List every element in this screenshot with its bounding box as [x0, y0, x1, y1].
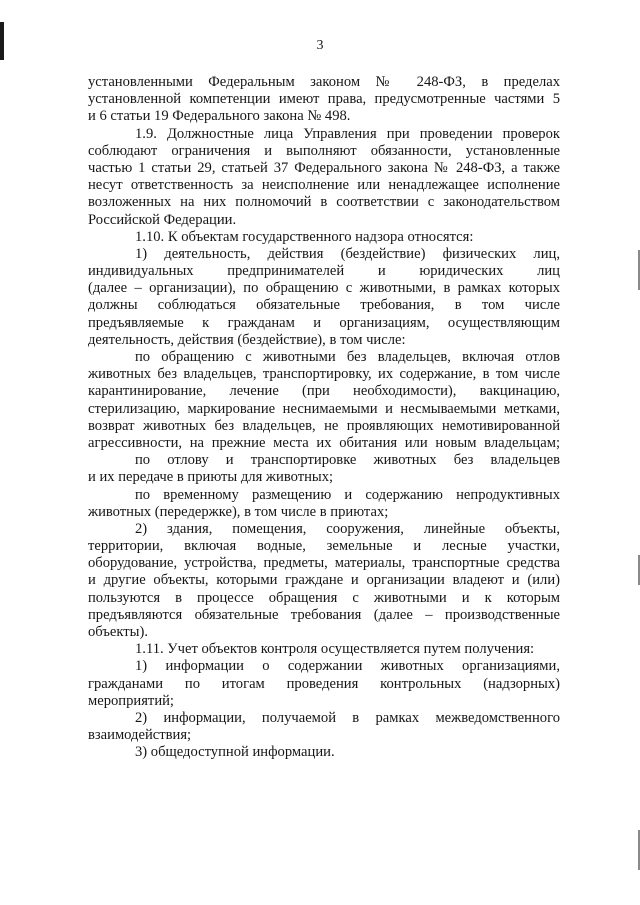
- text-line: возврат животных без владельцев, не проявляющих немотивированной: [88, 417, 560, 434]
- text-line: мероприятий;: [88, 692, 174, 709]
- text-line: 1.9. Должностные лица Управления при проведении проверок: [135, 125, 560, 142]
- text-line: предъявляются обязательные требования (далее – производственные: [88, 606, 560, 623]
- text-line: стерилизацию, маркирование неснимаемыми и несмываемыми метками,: [88, 400, 560, 417]
- text-line: Российской Федерации.: [88, 211, 237, 228]
- text-line: и их передаче в приюты для животных;: [88, 469, 334, 486]
- text-line: установленными Федеральным законом № 248-ФЗ, в пределах: [88, 74, 560, 90]
- text-line: 1.10. К объектам государственного надзора относятся:: [135, 228, 474, 245]
- text-line: 1.11. Учет объектов контроля осуществляется путем получения:: [135, 641, 535, 658]
- page-number: 3: [316, 38, 324, 53]
- text-line: (далее – организации), по обращению с животными, в рамках которых: [88, 280, 560, 297]
- text-line: гражданами по итогам проведения контрольных (надзорных): [88, 675, 560, 692]
- text-line: деятельность, действия (бездействие), в том числе:: [88, 331, 406, 348]
- text-line: объекты).: [88, 624, 148, 640]
- text-line: агрессивности, на прежние места их обитания или новым владельцам;: [88, 434, 560, 451]
- text-line: оборудование, устройства, предметы, материалы, транспортные средства: [88, 555, 560, 572]
- text-line: и 6 статьи 19 Федерального закона № 498.: [88, 108, 351, 125]
- text-line: по отлову и транспортировке животных без владельцев: [135, 452, 560, 469]
- text-line: и другие объекты, которыми граждане и организации владеют и (или): [88, 572, 560, 589]
- text-line: животных (передержке), в том числе в приютах;: [88, 503, 389, 520]
- text-line: 1) деятельность, действия (бездействие) физических лиц,: [135, 245, 560, 262]
- text-line: взаимодействия;: [88, 727, 192, 744]
- text-line: пользуются в процессе обращения с животными и к которым: [88, 589, 560, 606]
- text-line: должны соблюдаться обязательные требования, в том числе: [88, 297, 560, 314]
- text-line: карантинирование, лечение (при необходимости), вакцинацию,: [88, 383, 560, 400]
- text-line: 2) здания, помещения, сооружения, линейные объекты,: [135, 520, 560, 537]
- text-line: по временному размещению и содержанию непродуктивных: [135, 486, 560, 503]
- text-line: несут ответственность за неисполнение или ненадлежащее исполнение: [88, 177, 560, 194]
- text-line: установленной компетенции имеют права, предусмотренные частями 5: [88, 91, 560, 108]
- text-line: частью 1 статьи 29, статьей 37 Федерального закона № 248-ФЗ, а также: [88, 159, 560, 176]
- text-line: 3) общедоступной информации.: [135, 744, 335, 761]
- text-line: территории, включая водные, земельные и лесные участки,: [88, 538, 560, 555]
- text-line: возложенных на них полномочий в соответствии с законодательством: [88, 194, 560, 211]
- text-line: индивидуальных предпринимателей и юридических лиц: [88, 263, 560, 280]
- text-line: соблюдают ограничения и выполняют обязанности, установленные: [88, 142, 560, 159]
- text-line: животных без владельцев, транспортировку, их содержание, в том числе: [88, 366, 560, 383]
- text-line: предъявляемые к гражданам и организациям, осуществляющим: [88, 314, 560, 331]
- text-line: 2) информации, получаемой в рамках межведомственного: [135, 709, 560, 726]
- document-body: [88, 74, 560, 762]
- text-line: по обращению с животными без владельцев, включая отлов: [135, 349, 560, 365]
- text-line: 1) информации о содержании животных организациями,: [135, 658, 560, 675]
